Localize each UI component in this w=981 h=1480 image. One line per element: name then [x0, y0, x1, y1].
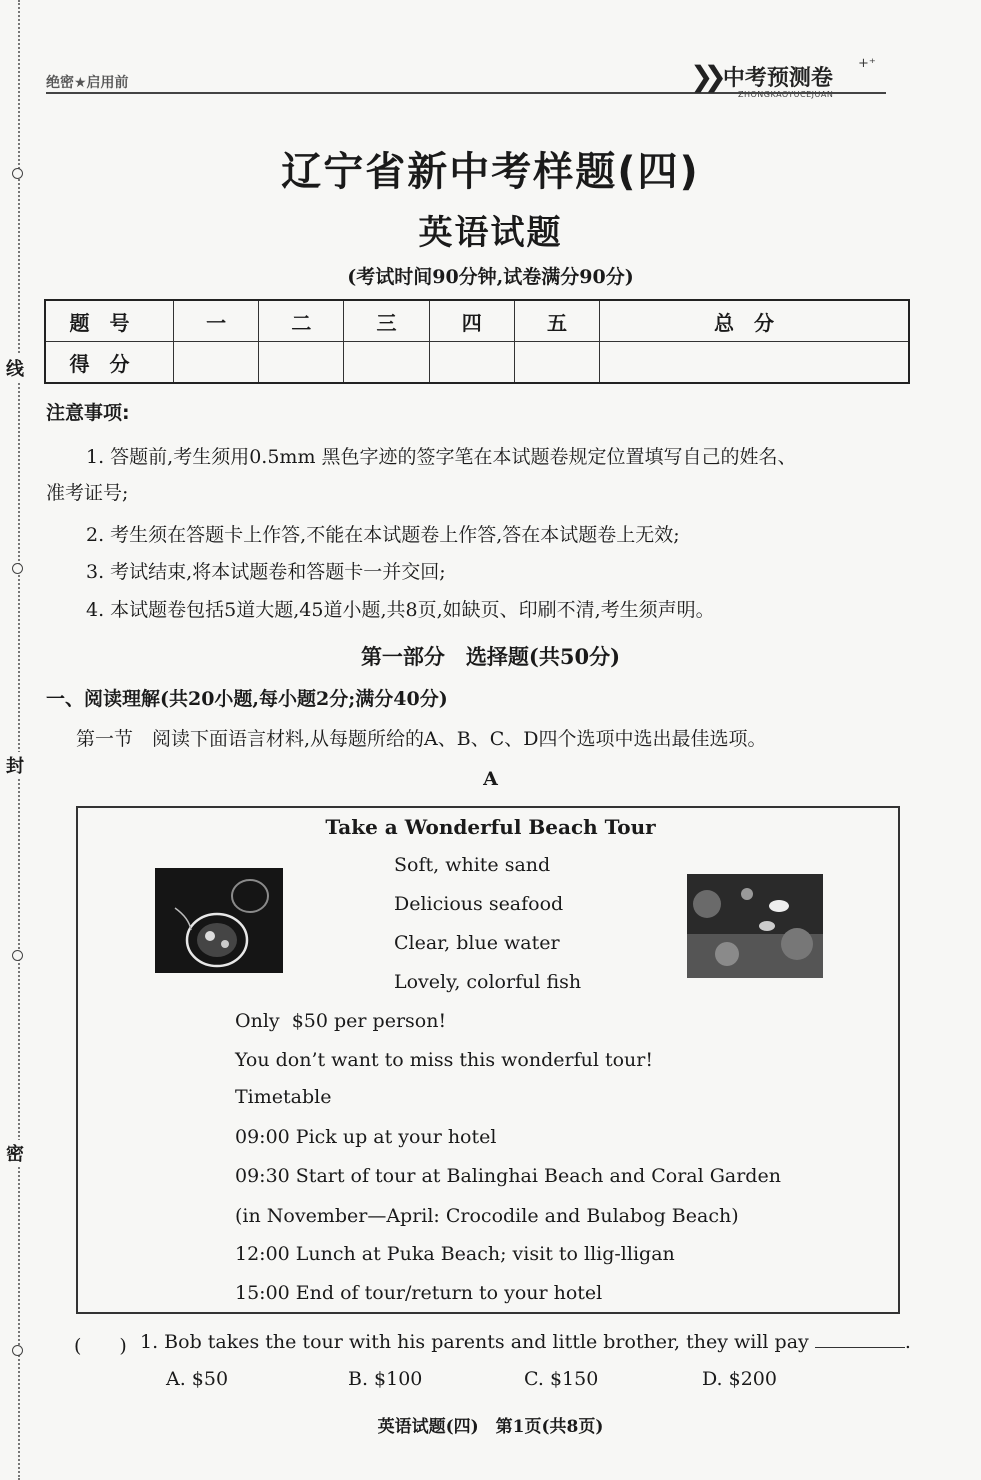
score-blank-cell[interactable] — [259, 342, 344, 384]
answer-blank[interactable] — [815, 1331, 905, 1348]
score-cell: 二 — [259, 300, 344, 342]
notice-heading: 注意事项: — [46, 402, 130, 424]
brand-title: 中考预测卷 — [722, 66, 833, 91]
ad-feature: Lovely, colorful fish — [394, 971, 582, 993]
option-b[interactable]: B. $100 — [348, 1368, 423, 1390]
answer-paren[interactable]: ( ) — [74, 1335, 127, 1357]
score-cell: 题号 — [45, 300, 174, 342]
section1-title: 一、阅读理解(共20小题,每小题2分;满分40分) — [46, 688, 448, 710]
part1-heading: 第一部分 选择题(共50分) — [360, 644, 621, 669]
section1-instruction: 第一节 阅读下面语言材料,从每题所给的A、B、C、D四个选项中选出最佳选项。 — [76, 728, 767, 750]
passage-label: A — [483, 768, 498, 790]
ad-feature: Delicious seafood — [394, 893, 564, 915]
confidential-label: 绝密★启用前 — [46, 75, 129, 91]
notice-item-3: 3. 考试结束,将本试题卷和答题卡一并交回; — [86, 561, 446, 583]
notice-item-2: 2. 考生须在答题卡上作答,不能在本试题卷上作答,答在本试题卷上无效; — [86, 524, 680, 546]
score-blank-cell[interactable] — [344, 342, 429, 384]
score-cell: 总分 — [600, 300, 909, 342]
binding-hole — [12, 1345, 23, 1356]
binding-hole — [12, 563, 23, 574]
schedule-item: 15:00 End of tour/return to your hotel — [235, 1282, 603, 1304]
sparkle-icon: +⁺ — [858, 56, 876, 71]
schedule-item: 09:30 Start of tour at Balinghai Beach and Coral Garden — [235, 1165, 781, 1187]
double-chevron-icon: ❯❯ — [690, 60, 717, 93]
option-d[interactable]: D. $200 — [702, 1368, 777, 1390]
score-cell: 五 — [514, 300, 599, 342]
brand-logo — [690, 60, 833, 93]
exam-info: (考试时间90分钟,试卷满分90分) — [347, 266, 634, 288]
notice-item-4: 4. 本试题卷包括5道大题,45道小题,共8页,如缺页、印刷不清,考生须声明。 — [86, 599, 715, 621]
option-c[interactable]: C. $150 — [524, 1368, 599, 1390]
option-a[interactable]: A. $50 — [166, 1368, 229, 1390]
score-table-header-row — [45, 300, 909, 342]
score-row-label: 得分 — [45, 342, 174, 384]
jellyfish-photo — [155, 868, 283, 973]
brand-pinyin: ZHONGKAOYUCEJUAN — [738, 90, 834, 99]
ad-feature: Soft, white sand — [394, 854, 551, 876]
score-blank-cell[interactable] — [514, 342, 599, 384]
ad-title: Take a Wonderful Beach Tour — [325, 815, 656, 839]
timetable-label: Timetable — [235, 1086, 332, 1108]
ad-slogan: You don’t want to miss this wonderful tour! — [235, 1049, 653, 1071]
ad-price: Only $50 per person! — [235, 1010, 447, 1032]
score-blank-cell[interactable] — [429, 342, 514, 384]
exam-title: 辽宁省新中考样题(四) — [281, 149, 700, 195]
notice-item-1: 1. 答题前,考生须用0.5mm 黑色字迹的签字笔在本试题卷规定位置填写自己的姓名、 — [86, 446, 797, 468]
subject-title: 英语试题 — [418, 213, 563, 253]
score-cell: 四 — [429, 300, 514, 342]
question-1-text: 1. Bob takes the tour with his parents and little brother, they will pay — [140, 1331, 809, 1353]
notice-item-1-cont: 准考证号; — [46, 482, 129, 504]
page-footer: 英语试题(四) 第1页(共8页) — [377, 1417, 604, 1437]
coral-fish-photo — [687, 874, 823, 978]
score-blank-cell[interactable] — [174, 342, 259, 384]
binding-char-mi: 密 — [6, 1140, 24, 1166]
score-table-score-row — [45, 342, 909, 384]
score-blank-cell[interactable] — [600, 342, 909, 384]
schedule-item: 09:00 Pick up at your hotel — [235, 1126, 497, 1148]
binding-hole — [12, 950, 23, 961]
score-cell: 三 — [344, 300, 429, 342]
ad-feature: Clear, blue water — [394, 932, 560, 954]
question-1-stem: 1. Bob takes the tour with his parents and little brother, they will pay . — [140, 1331, 911, 1353]
binding-char-feng: 封 — [6, 752, 24, 778]
score-cell: 一 — [174, 300, 259, 342]
schedule-item: (in November—April: Crocodile and Bulabog Beach) — [235, 1205, 739, 1227]
score-table — [44, 299, 910, 384]
binding-char-xian: 线 — [6, 355, 24, 381]
schedule-item: 12:00 Lunch at Puka Beach; visit to llig-lligan — [235, 1243, 675, 1265]
